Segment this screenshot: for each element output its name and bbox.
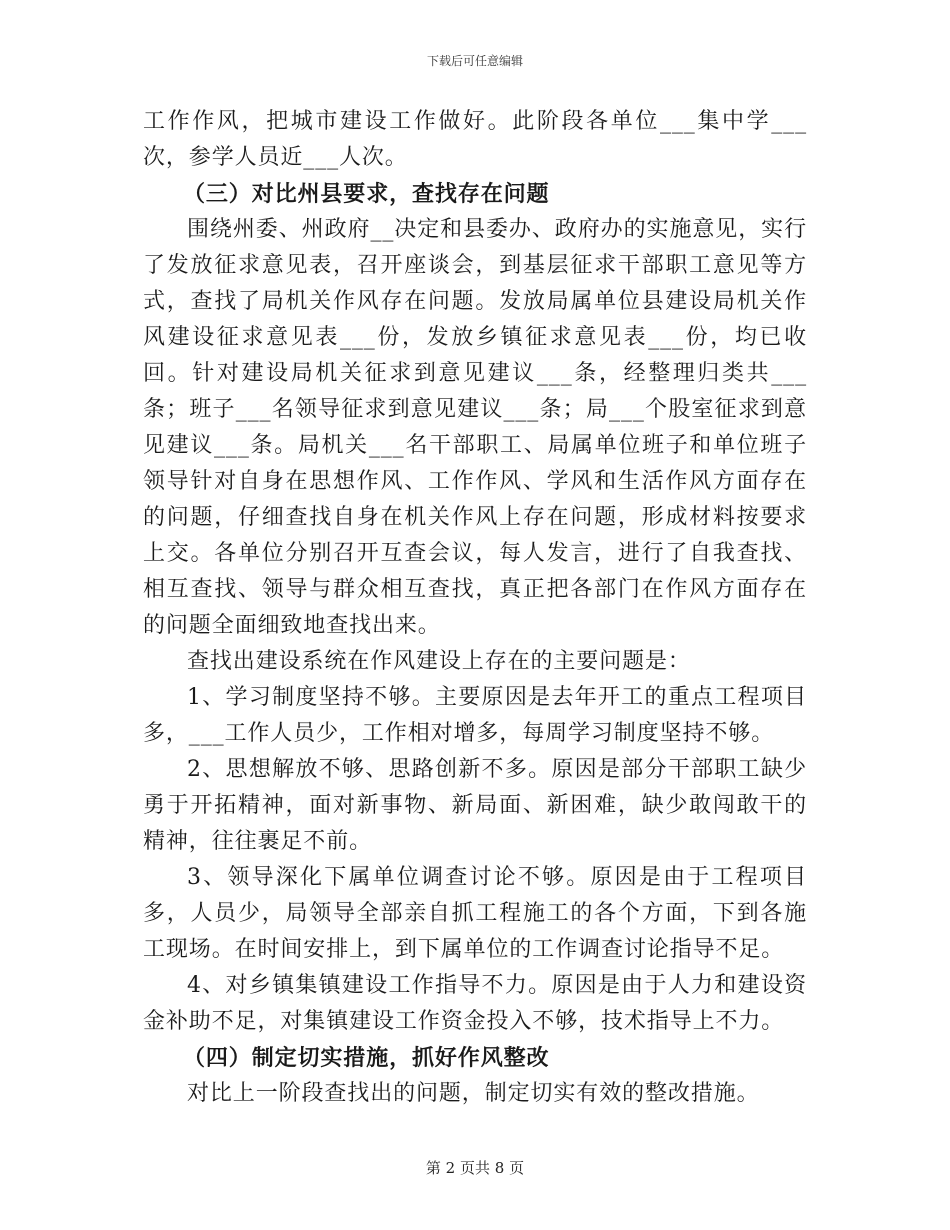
page-header-note: 下载后可任意编辑 [426, 54, 523, 68]
list-item-2: 2、思想解放不够、思路创新不多。原因是部分干部职工缺少勇于开拓精神，面对新事物、新局面、新困难，缺少敢闯敢干的精神，往往裹足不前。 [143, 757, 807, 854]
section-heading-3: （三）对比州县要求，查找存在问题 [183, 181, 550, 207]
section-heading-4: （四）制定切实措施，抓好作风整改 [183, 1045, 550, 1071]
paragraph-study-summary: 工作作风，把城市建设工作做好。此阶段各单位___集中学___次，参学人员近___人次。 [143, 109, 807, 170]
paragraph-rectification: 对比上一阶段查找出的问题，制定切实有效的整改措施。 [187, 1081, 760, 1106]
list-item-3: 3、领导深化下属单位调查讨论不够。原因是由于工程项目多，人员少，局领导全部亲自抓工程施工的各个方面，下到各施工现场。在时间安排上，到下属单位的工作调查讨论指导不足。 [143, 865, 807, 962]
list-item-4: 4、对乡镇集镇建设工作指导不力。原因是由于人力和建设资金补助不足，对集镇建设工作资金投入不够，技术指导上不力。 [143, 973, 807, 1034]
document-body [143, 104, 807, 1112]
page-number: 第 2 页共 8 页 [425, 1159, 525, 1177]
paragraph-main-problems-intro: 查找出建设系统在作风建设上存在的主要问题是： [187, 649, 691, 674]
list-item-1: 1、学习制度坚持不够。主要原因是去年开工的重点工程项目多，___工作人员少，工作相对增多，每周学习制度坚持不够。 [143, 685, 807, 746]
paragraph-find-problems: 围绕州委、州政府__决定和县委办、政府办的实施意见，实行了发放征求意见表，召开座谈会，到基层征求干部职工意见等方式，查找了局机关作风存在问题。发放局属单位县建设局机关作风建设征求意见表___份，发放乡镇征求意见表___份，均已收回。针对建设局机关征求到意见建议___条，经整理归类共___条；班子___名领导征求到意见建议___条；局___个股室征求到意见建议___条。局机关___名干部职工、局属单位班子和单位班子领导针对自身在思想作风、工作作风、学风和生活作风方面存在的问题，仔细查找自身在机关作风上存在问题，形成材料按要求上交。各单位分别召开互查会议，每人发言，进行了自我查找、相互查找、领导与群众相互查找，真正把各部门在作风方面存在的问题全面细致地查找出来。 [143, 217, 807, 638]
